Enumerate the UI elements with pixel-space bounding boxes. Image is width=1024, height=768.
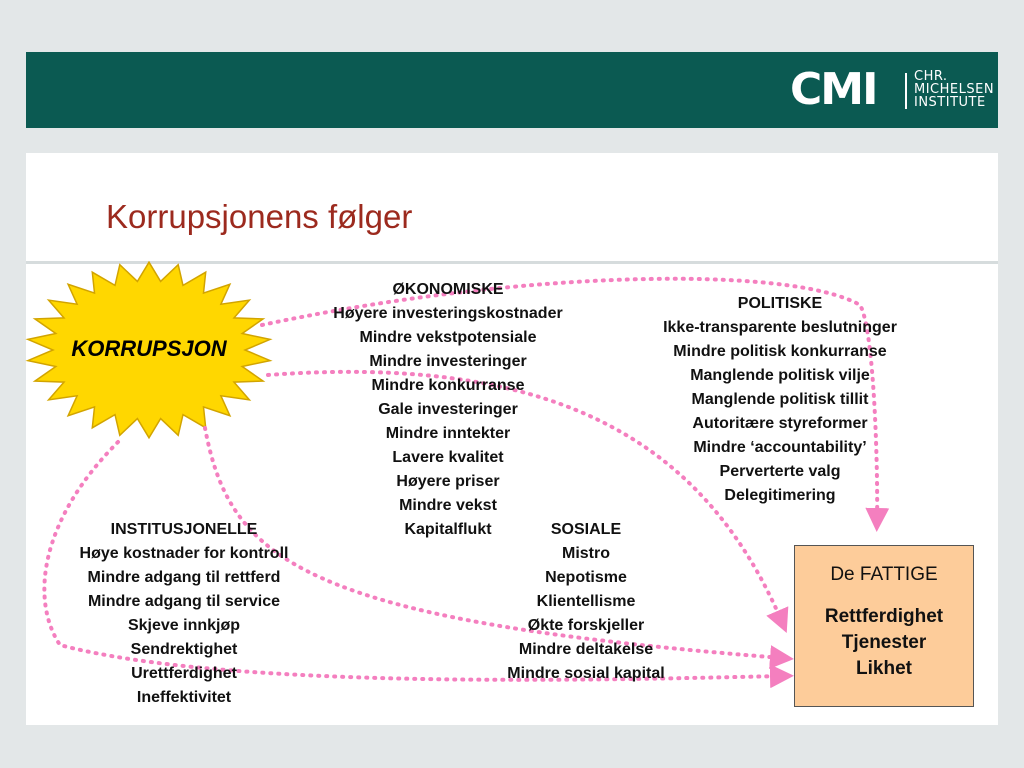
political-item: Manglende politisk tillit (691, 391, 869, 408)
logo-sub-line-2: MICHELSEN (914, 82, 995, 97)
institutional-item: Urettferdighet (131, 665, 237, 682)
political-item: Autoritære styreformer (692, 415, 868, 432)
economic-consequences (300, 278, 596, 542)
institutional-item: Sendrektighet (130, 641, 238, 658)
economic-item: Høyere investeringskostnader (333, 305, 563, 322)
institutional-item: Høye kostnader for kontroll (79, 545, 289, 562)
economic-item: Mindre vekst (399, 497, 497, 514)
political-item: Perverterte valg (719, 463, 841, 480)
institutional-item: Skjeve innkjøp (127, 617, 241, 634)
political-item: Ikke-transparente beslutninger (663, 319, 897, 336)
korrupsjon-label: KORRUPSJON (71, 336, 227, 361)
institutional-consequences (40, 518, 328, 710)
economic-item: Mindre konkurranse (371, 377, 525, 394)
social-consequences (476, 518, 696, 686)
poor-box (794, 545, 974, 707)
economic-item: Gale investeringer (378, 401, 518, 418)
poor-item: Likhet (856, 658, 912, 679)
economic-item: Kapitalflukt (404, 521, 492, 538)
cmi-logo: CMI (790, 64, 877, 115)
institutional-item: Mindre adgang til rettferd (87, 569, 281, 586)
social-item: Nepotisme (545, 569, 627, 586)
political-heading: POLITISKE (737, 295, 823, 312)
social-item: Mindre deltakelse (518, 641, 654, 658)
economic-item: Høyere priser (396, 473, 500, 490)
economic-heading: ØKONOMISKE (392, 281, 504, 298)
social-item: Klientellisme (536, 593, 636, 610)
institutional-item: Ineffektivitet (136, 689, 232, 706)
political-consequences (626, 292, 934, 508)
social-item: Økte forskjeller (527, 617, 645, 634)
institutional-item: Mindre adgang til service (87, 593, 281, 610)
political-item: Mindre ‘accountability’ (693, 439, 867, 456)
economic-item: Mindre vekstpotensiale (359, 329, 537, 346)
social-item: Mindre sosial kapital (507, 665, 665, 682)
page-title: Korrupsjonens følger (106, 198, 413, 235)
social-heading: SOSIALE (550, 521, 622, 538)
institutional-heading: INSTITUSJONELLE (110, 521, 258, 538)
economic-item: Mindre inntekter (385, 425, 511, 442)
economic-item: Lavere kvalitet (392, 449, 504, 466)
logo-sub-line-3: INSTITUTE (914, 95, 986, 110)
political-item: Delegitimering (724, 487, 836, 504)
social-item: Mistro (562, 545, 610, 562)
political-item: Manglende politisk vilje (690, 367, 870, 384)
political-item: Mindre politisk konkurranse (673, 343, 887, 360)
poor-item: Tjenester (841, 632, 927, 653)
poor-title: De FATTIGE (830, 564, 938, 585)
economic-item: Mindre investeringer (369, 353, 527, 370)
poor-item: Rettferdighet (824, 606, 944, 627)
logo-sub-line-1: CHR. (914, 69, 948, 84)
